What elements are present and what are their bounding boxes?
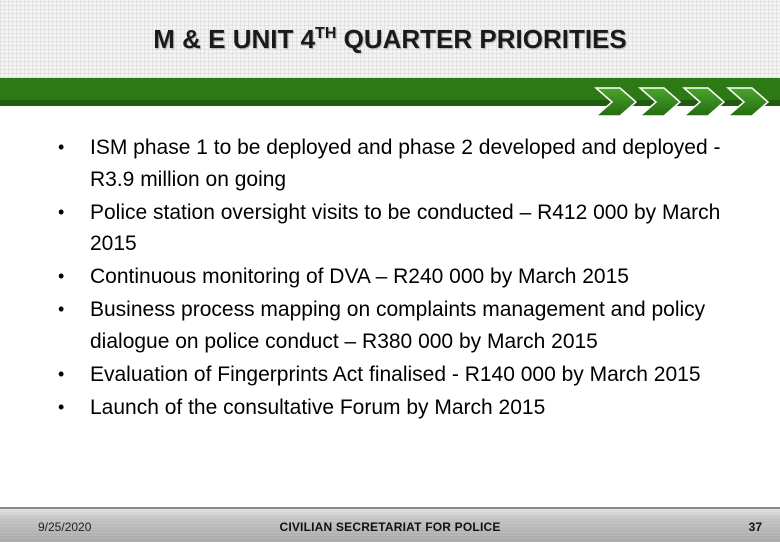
title-rest: QUARTER PRIORITIES xyxy=(336,24,627,54)
priority-text: Launch of the consultative Forum by March 2015 xyxy=(90,395,546,419)
title-band xyxy=(0,0,780,78)
priority-text: Police station oversight visits to be conducted – R412 000 by March 2015 xyxy=(90,200,721,255)
priority-item xyxy=(56,261,756,293)
chevron-4 xyxy=(728,88,768,116)
slide-footer xyxy=(0,507,780,542)
bullet-point: • xyxy=(58,363,65,384)
slide-title xyxy=(0,24,780,55)
chevron-1 xyxy=(596,88,636,116)
bullet-point: • xyxy=(58,299,65,319)
priority-text: ISM phase 1 to be deployed and phase 2 developed and deployed - R3.9 million on going xyxy=(90,136,721,191)
page-number: 37 xyxy=(748,520,762,534)
bullet-point: • xyxy=(58,396,65,417)
priority-list xyxy=(56,132,756,425)
title-superscript: TH xyxy=(315,25,337,42)
title-main: M & E UNIT 4 xyxy=(153,24,316,54)
priority-item xyxy=(56,132,756,195)
chevron-3 xyxy=(684,88,724,116)
bullet-point: • xyxy=(58,266,65,286)
footer-organization: CIVILIAN SECRETARIAT FOR POLICE xyxy=(279,520,501,534)
bullet-point: • xyxy=(58,201,65,222)
priority-text: Evaluation of Fingerprints Act finalised - R140 000 by March 2015 xyxy=(90,362,701,386)
priority-item xyxy=(56,392,756,424)
footer-date: 9/25/2020 xyxy=(38,520,92,534)
bullet-point: • xyxy=(58,137,65,157)
priority-item xyxy=(56,359,756,391)
chevron-2 xyxy=(640,88,680,116)
priority-item xyxy=(56,294,756,357)
priority-text: Business process mapping on complaints management and policy dialogue on police conduct – R380 000 by March 2015 xyxy=(90,298,706,353)
priority-text: Continuous monitoring of DVA – R240 000 by March 2015 xyxy=(90,265,629,288)
chevron-arrows-icon xyxy=(594,86,774,118)
priority-item xyxy=(56,197,756,260)
